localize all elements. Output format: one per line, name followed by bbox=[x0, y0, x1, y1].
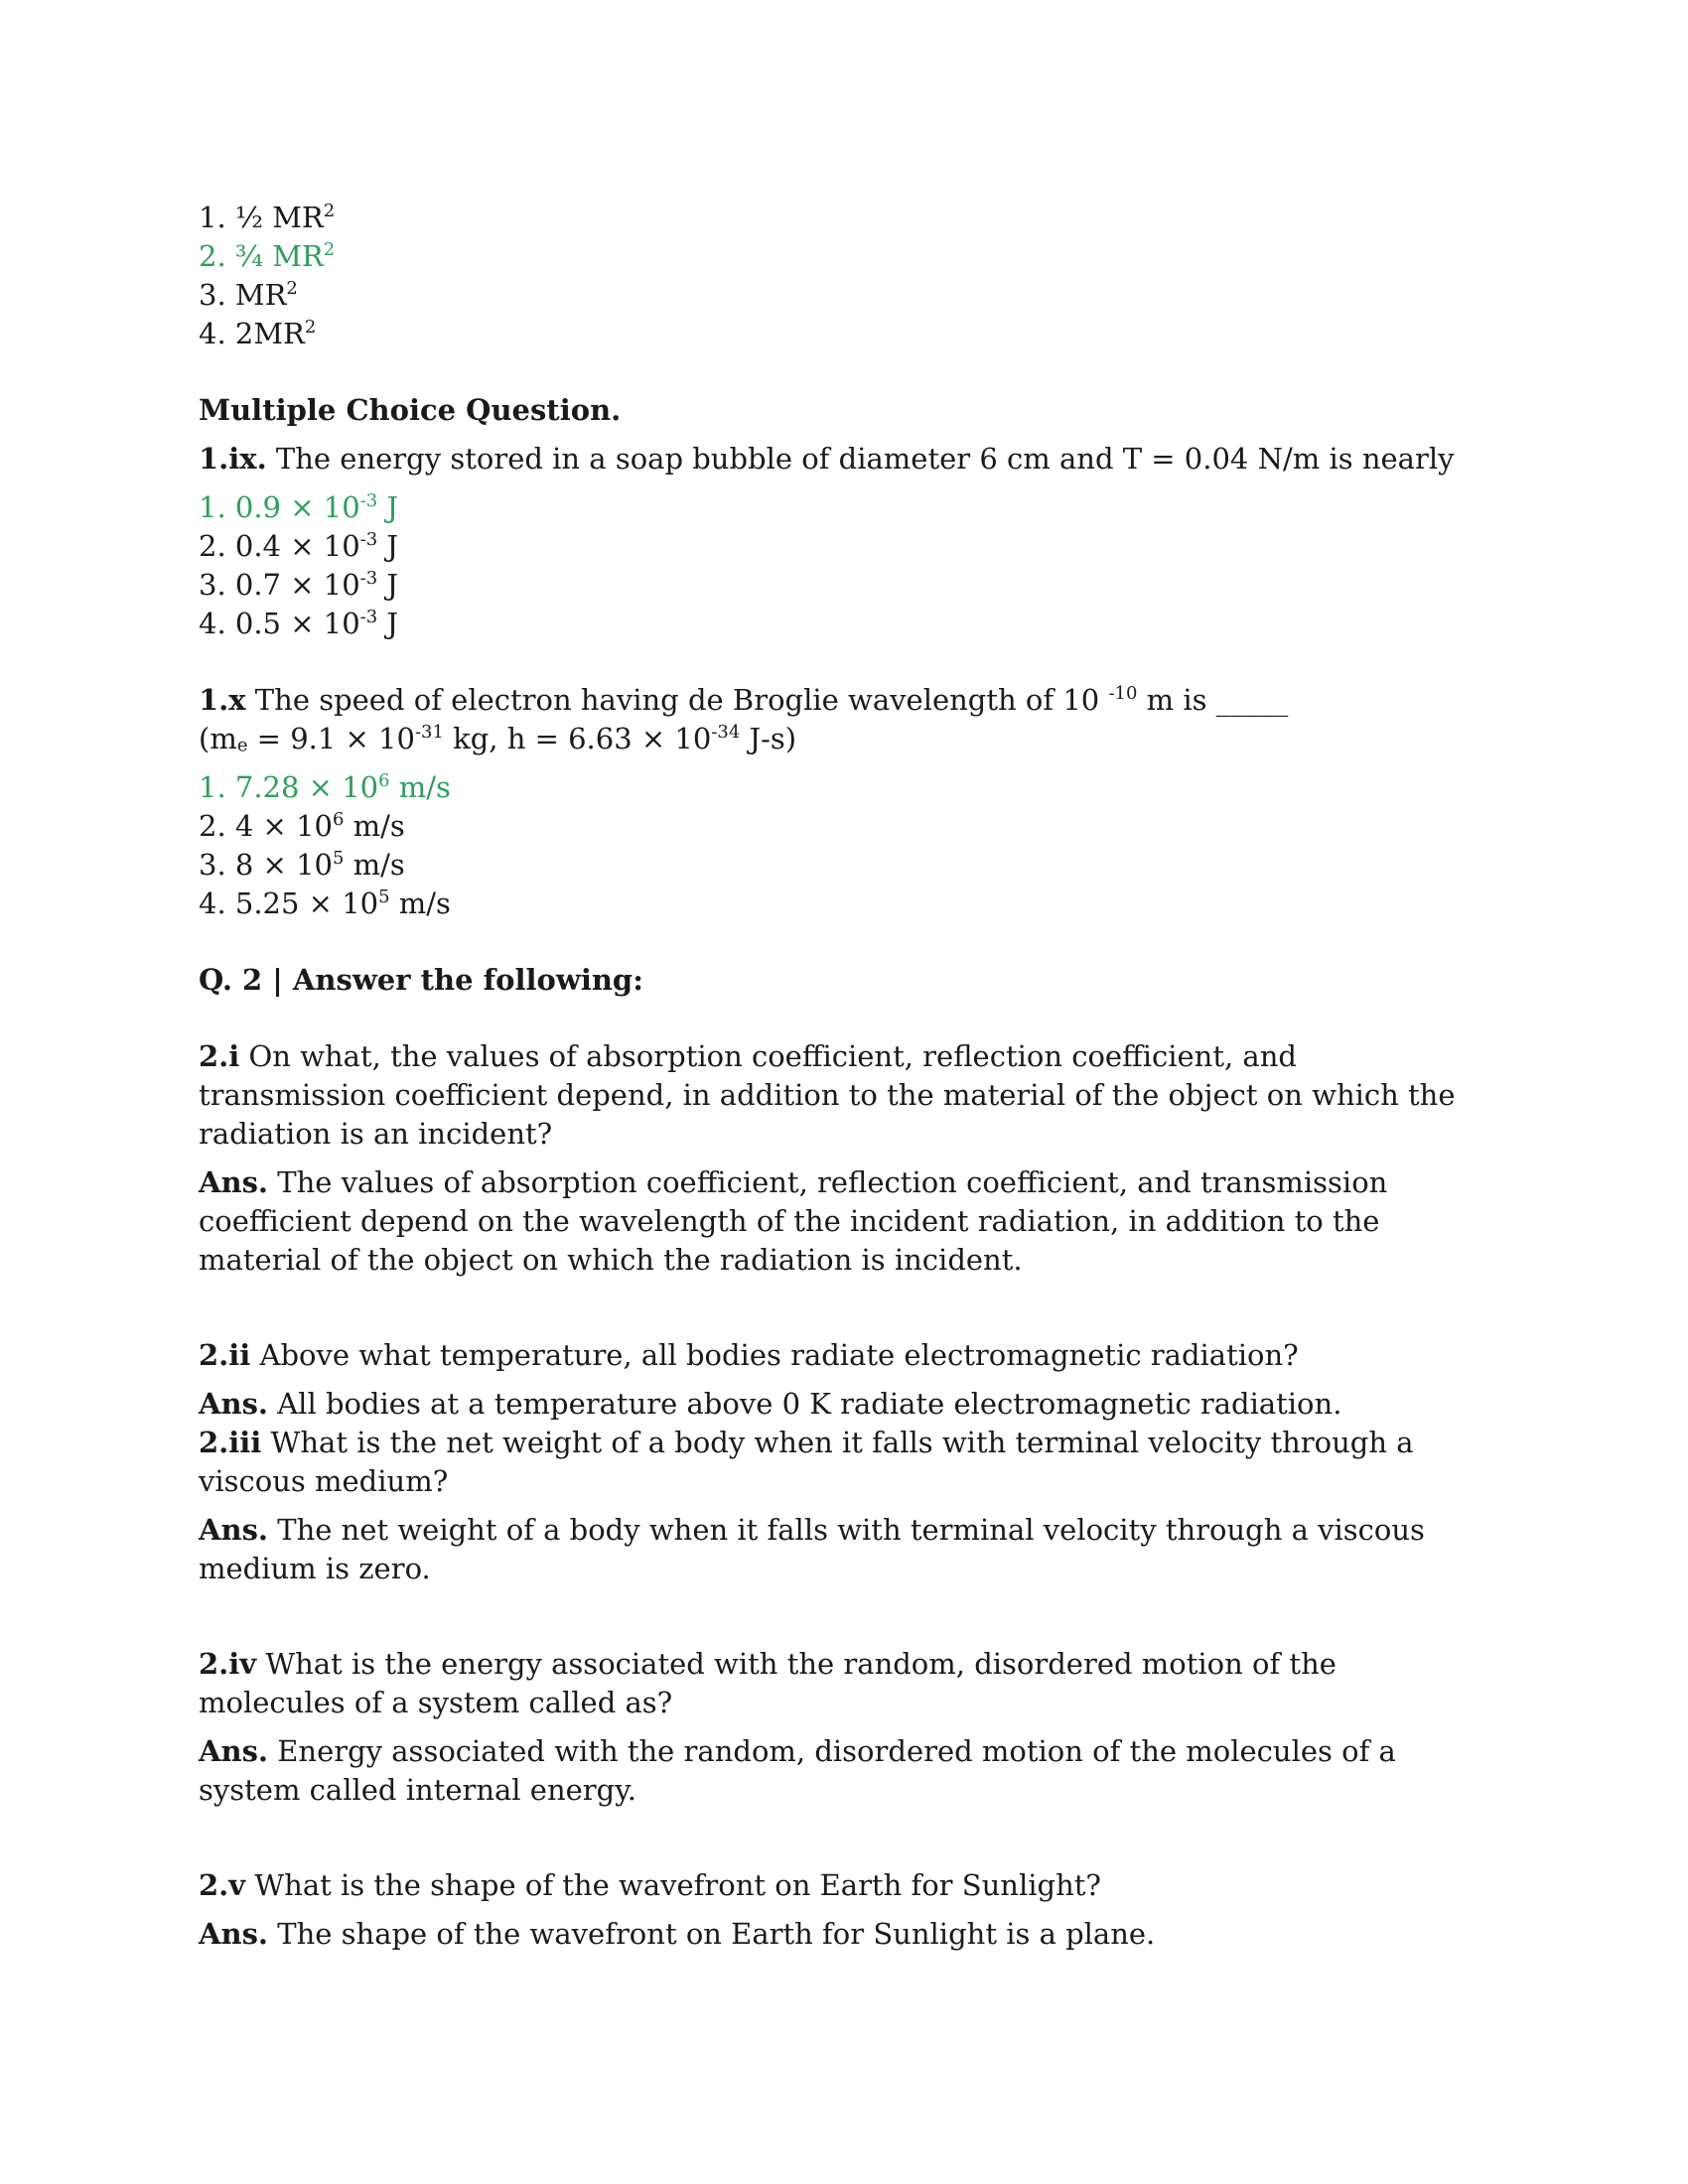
question-2v bbox=[199, 1866, 1489, 1954]
question-text: 2.v What is the shape of the wavefront on Earth for Sunlight? bbox=[199, 1868, 1101, 1902]
answer-text: Ans. The shape of the wavefront on Earth for Sunlight is a plane. bbox=[199, 1917, 1156, 1951]
option-item: 3. $0.7 \times 10^{-3}$ J bbox=[199, 567, 399, 602]
question-text: 1.x The speed of electron having de Broglie wavelength of 10 $^{-10}$ m is _____ bbox=[199, 682, 1289, 717]
prev-question-options bbox=[199, 199, 1489, 353]
question-2i bbox=[199, 1037, 1489, 1280]
option-item: 4. $2MR^2$ bbox=[199, 316, 317, 350]
option-item: 2. $0.4 \times 10^{-3}$ J bbox=[199, 528, 399, 563]
question-text: 1.ix. The energy stored in a soap bubble of diameter 6 cm and T = 0.04 N/m is nearly bbox=[199, 442, 1455, 476]
option-item: 1. ½ $MR^2$ bbox=[199, 200, 336, 234]
option-item: 3. $8 \times 10^5$ m/s bbox=[199, 847, 405, 882]
question-1ix bbox=[199, 440, 1489, 643]
q2-heading: Q. 2 | Answer the following: bbox=[199, 963, 643, 997]
question-2ii bbox=[199, 1336, 1489, 1424]
answer-text: Ans. Energy associated with the random, disordered motion of the molecules of a system called internal energy. bbox=[199, 1734, 1396, 1807]
question-text: 2.iv What is the energy associated with the random, disordered motion of the molecules of a system called as? bbox=[199, 1647, 1336, 1719]
question-2iv bbox=[199, 1645, 1489, 1810]
question-text: 2.i On what, the values of absorption coefficient, reflection coefficient, and transmission coefficient depend, in addition to the material of the object on which the radiation is an incident? bbox=[199, 1039, 1456, 1151]
mcq-heading: Multiple Choice Question. bbox=[199, 393, 622, 427]
option-item: 4. $5.25 \times 10^5$ m/s bbox=[199, 886, 451, 920]
question-1x bbox=[199, 681, 1489, 923]
option-item-correct: 1. $0.9 \times 10^{-3}$ J bbox=[199, 489, 399, 524]
option-item-correct: 1. $7.28 \times 10^6$ m/s bbox=[199, 769, 451, 804]
option-item: 3. $MR^2$ bbox=[199, 277, 298, 312]
question-given-values: ($m_e = 9.1 \times 10^{-31}$ kg, $h = 6.63 \times 10^{-34}$ J-s) bbox=[199, 721, 797, 756]
option-item-correct: 2. ¾ $MR^2$ bbox=[199, 238, 336, 273]
option-item: 2. $4 \times 10^6$ m/s bbox=[199, 808, 405, 843]
page-content bbox=[199, 199, 1489, 1954]
answer-text: Ans. The net weight of a body when it falls with terminal velocity through a viscous medium is zero. bbox=[199, 1513, 1425, 1585]
answer-text: Ans. All bodies at a temperature above 0 K radiate electromagnetic radiation. bbox=[199, 1387, 1342, 1421]
question-text: 2.ii Above what temperature, all bodies radiate electromagnetic radiation? bbox=[199, 1338, 1299, 1372]
answer-text: Ans. The values of absorption coefficient, reflection coefficient, and transmission coefficient depend on the wavelength of the incident radiation, in addition to the material of the object on which the radiation is incident. bbox=[199, 1165, 1388, 1277]
question-text: 2.iii What is the net weight of a body when it falls with terminal velocity through a viscous medium? bbox=[199, 1426, 1414, 1498]
option-item: 4. $0.5 \times 10^{-3}$ J bbox=[199, 606, 399, 640]
question-2iii bbox=[199, 1424, 1489, 1588]
